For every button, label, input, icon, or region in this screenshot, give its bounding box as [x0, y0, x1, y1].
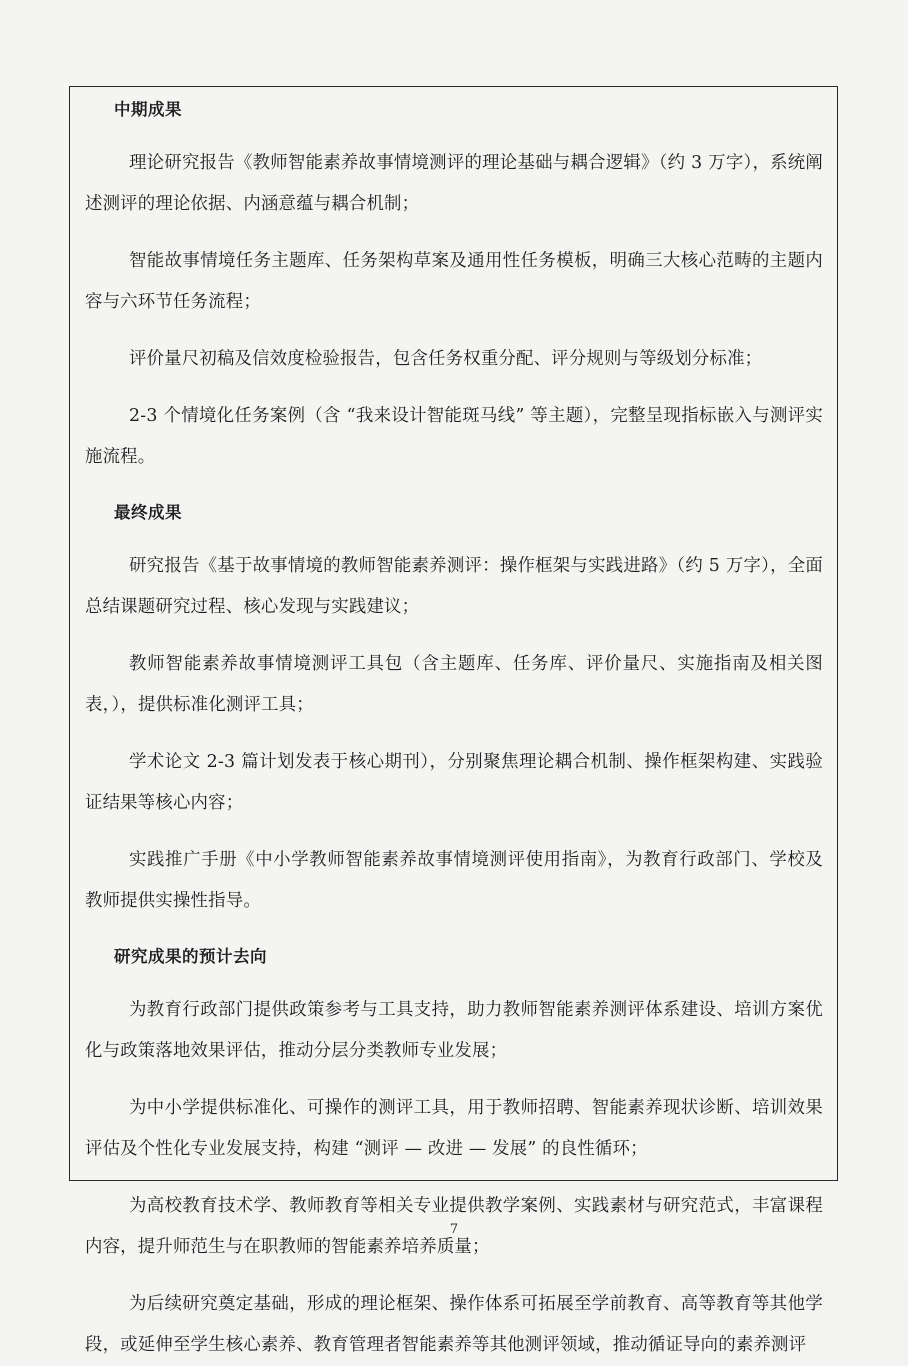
- paragraph: 研究报告《基于故事情境的教师智能素养测评：操作框架与实践进路》（约 5 万字），全面总结课题研究过程、核心发现与实践建议；: [85, 556, 823, 617]
- paragraph: 实践推广手册《中小学教师智能素养故事情境测评使用指南》，为教育行政部门、学校及教师提供实操性指导。: [85, 850, 823, 911]
- paragraph: 为后续研究奠定基础，形成的理论框架、操作体系可拓展至学前教育、高等教育等其他学段，或延伸至学生核心素养、教育管理者智能素养等其他测评领域，推动循证导向的素养测评: [85, 1294, 823, 1355]
- section-heading-final: 最终成果: [114, 503, 182, 522]
- paragraph: 智能故事情境任务主题库、任务架构草案及通用性任务模板，明确三大核心范畴的主题内容与六环节任务流程；: [85, 251, 823, 312]
- cell-content: [70, 87, 837, 1366]
- paragraph: 2-3 个情境化任务案例（含 “我来设计智能斑马线” 等主题），完整呈现指标嵌入与测评实施流程。: [85, 406, 823, 467]
- section-heading-interim: 中期成果: [114, 100, 182, 119]
- paragraph: 为高校教育技术学、教师教育等相关专业提供教学案例、实践素材与研究范式，丰富课程内容，提升师范生与在职教师的智能素养培养质量；: [85, 1196, 823, 1257]
- paragraph: 学术论文 2-3 篇计划发表于核心期刊），分别聚焦理论耦合机制、操作框架构建、实践验证结果等核心内容；: [85, 752, 823, 813]
- paragraph: 理论研究报告《教师智能素养故事情境测评的理论基础与耦合逻辑》（约 3 万字），系统阐述测评的理论依据、内涵意蕴与耦合机制；: [85, 153, 823, 214]
- paragraph: 教师智能素养故事情境测评工具包（含主题库、任务库、评价量尺、实施指南及相关图表，），提供标准化测评工具；: [85, 654, 823, 715]
- paragraph: 为中小学提供标准化、可操作的测评工具，用于教师招聘、智能素养现状诊断、培训效果评估及个性化专业发展支持，构建 “测评 — 改进 — 发展” 的良性循环；: [85, 1098, 823, 1159]
- paragraph: 为教育行政部门提供政策参考与工具支持，助力教师智能素养测评体系建设、培训方案优化与政策落地效果评估，推动分层分类教师专业发展；: [85, 1000, 823, 1061]
- content-table-cell: [69, 86, 838, 1355]
- paragraph: 评价量尺初稿及信效度检验报告，包含任务权重分配、评分规则与等级划分标准；: [129, 349, 763, 369]
- section-heading-destination: 研究成果的预计去向: [114, 947, 267, 966]
- page-number: 7: [449, 1222, 459, 1237]
